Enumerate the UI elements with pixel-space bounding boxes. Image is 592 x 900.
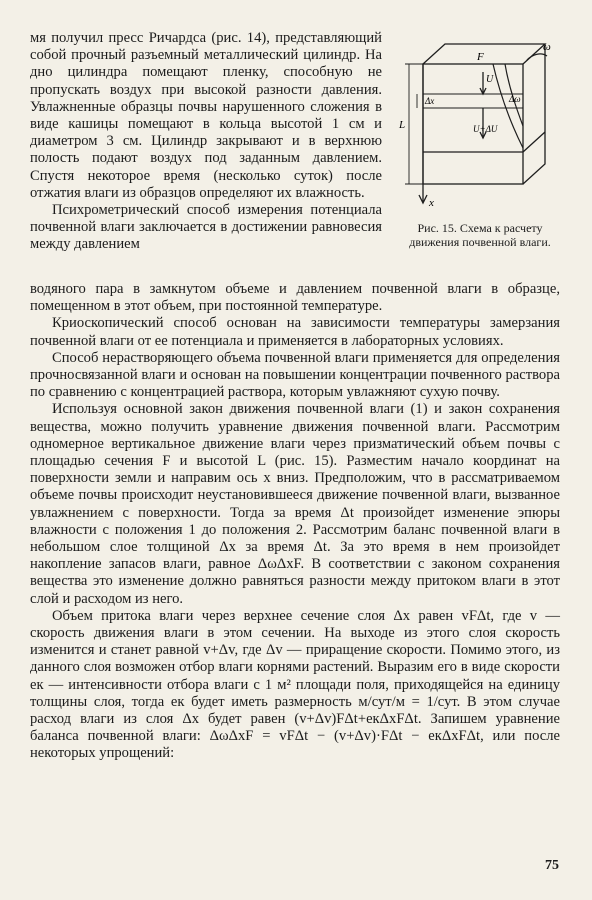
paragraph: Объем притока влаги через верхнее сечение слоя Δx равен vFΔt, где v — скорость движения влаги в этом сечении. На выходе из этого слоя скорость изменится и станет равной v+Δv, где Δv — приращение скорости. Помимо этого, из данного слоя возможен отбор влаги корнями растений. Выразим его в виде скорости eк — интенсивности отбора влаги с 1 м² площади поля, приходящейся на единицу толщины слоя, тогда eк будет иметь размерность м/сут/м = 1/сут. В этом случае расход влаги из слоя Δx будет равен (v+Δv)FΔt+eкΔxFΔt. Запишем уравнение баланса почвенной влаги: ΔωΔxF = vFΔt − (v+Δv)·FΔt − eкΔxFΔt, или после некоторых упрощений:	[30, 607, 560, 762]
paragraph: Психрометрический способ измерения потенциала почвенной влаги заключается в достижении равновесия между давлением	[30, 202, 382, 253]
main-text-column	[30, 281, 560, 763]
label-L: L	[399, 119, 406, 131]
label-F: F	[477, 51, 484, 63]
label-dx: Δx	[425, 96, 435, 106]
paragraph: Криоскопический способ основан на зависимости температуры замерзания почвенной влаги от ее потенциала и применяется в лабораторных условиях.	[30, 315, 560, 349]
label-x: x	[429, 197, 434, 209]
page-number: 75	[545, 858, 559, 873]
label-v: U	[486, 74, 494, 85]
figure-15	[393, 30, 563, 249]
paragraph: мя получил пресс Ричардса (рис. 14), представляющий собой прочный разъемный металлический цилиндр. На дно цилиндра помещают пленку, способную не пропускать воздух при высокой разности давления. Увлажненные образцы почвы нарушенного сложения в виде кашицы помещают в кольца высотой 1 см и диаметром 3 см. Цилиндр закрывают и в верхнюю полость подают воздух под заданным давлением. Спустя некоторое время (несколько суток) после отжатия влаги из образцов определяют их влажность.	[30, 30, 382, 201]
label-dw: Δω	[509, 94, 521, 104]
paragraph: Способ нерастворяющего объема почвенной влаги применяется для определения прочносвязанной влаги и основан на повышении концентрации почвенного раствора по сравнению с концентрацией раствора, которым увлажняют сухую почву.	[30, 349, 560, 401]
label-omega: ω	[543, 41, 551, 53]
paragraph: водяного пара в замкнутом объеме и давлением почвенной влаги в образце, помещенном в этот объем, при постоянной температуре.	[30, 281, 560, 315]
label-v-plus-dv: U+ΔU	[473, 124, 498, 134]
paragraph: Используя основной закон движения почвенной влаги (1) и закон сохранения вещества, можно получить уравнение движения почвенной влаги. Рассмотрим одномерное вертикальное движение влаги через призматический объем почвы с площадью сечения F и высотой L (рис. 15). Разместим начало координат на поверхности земли и направим ось x вниз. Предположим, что в рассматриваемом объеме почвы происходит неустановившееся движение почвенной влаги, вызванное увлажнением с поверхности. Тогда за время Δt произойдет изменение эпюры влажности с положения 1 до положения 2. Рассмотрим баланс почвенной влаги в небольшом слое толщиной Δx за время Δt. За это время в нем произойдет накопление запасов влаги, равное ΔωΔxF. В соответствии с законом сохранения вещества это изменение должно равняться разности между притоком влаги в этот слой и расходом из него.	[30, 401, 560, 607]
moisture-flow-diagram	[393, 30, 563, 210]
top-text-column	[30, 30, 382, 254]
figure-caption: Рис. 15. Схема к расчету движения почвенной влаги.	[409, 221, 551, 249]
